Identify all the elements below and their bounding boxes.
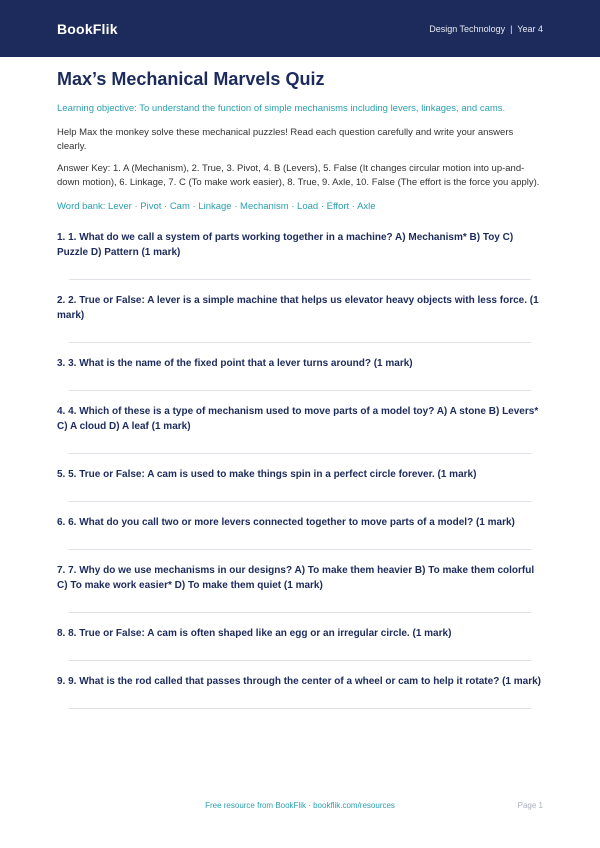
answer-line-4[interactable] bbox=[69, 453, 531, 454]
brand-logo: BookFlik bbox=[57, 20, 118, 37]
answer-key: Answer Key: 1. A (Mechanism), 2. True, 3. Pivot, 4. B (Levers), 5. False (It changes circular motion into up-and-down motion), 6. Linkage, 7. C (To make work easier), 8. True, 9. Axle, 10. False (The effort is the force you apply). bbox=[57, 163, 540, 188]
year-level: Year 4 bbox=[517, 23, 543, 34]
learning-objective: Learning objective: To understand the function of simple mechanisms including levers, linkages, and cams. bbox=[57, 103, 506, 114]
worksheet-body bbox=[57, 57, 543, 722]
answer-line-2[interactable] bbox=[69, 342, 531, 343]
page-number: Page 1 bbox=[517, 801, 543, 810]
question-4: 4. 4. Which of these is a type of mechanism used to move parts of a model toy? A) A stone B) Levers* C) A cloud D) A leaf (1 mark) bbox=[57, 406, 539, 432]
answer-line-1[interactable] bbox=[69, 279, 531, 280]
question-9: 9. 9. What is the rod called that passes through the center of a wheel or cam to help it rotate? (1 mark) bbox=[57, 676, 541, 687]
answer-line-9[interactable] bbox=[69, 708, 531, 709]
answer-line-5[interactable] bbox=[69, 501, 531, 502]
question-3: 3. 3. What is the name of the fixed point that a lever turns around? (1 mark) bbox=[57, 358, 413, 369]
question-1: 1. 1. What do we call a system of parts working together in a machine? A) Mechanism* B) Toy C) Puzzle D) Pattern (1 mark) bbox=[57, 232, 514, 258]
answer-line-7[interactable] bbox=[69, 612, 531, 613]
question-5: 5. 5. True or False: A cam is used to make things spin in a perfect circle forever. (1 mark) bbox=[57, 469, 477, 480]
page-title: Max’s Mechanical Marvels Quiz bbox=[57, 69, 325, 89]
subject-separator: | bbox=[510, 23, 513, 34]
answer-line-6[interactable] bbox=[69, 549, 531, 550]
question-8: 8. 8. True or False: A cam is often shaped like an egg or an irregular circle. (1 mark) bbox=[57, 628, 452, 639]
subject-name: Design Technology bbox=[429, 23, 506, 34]
page-header bbox=[0, 0, 600, 57]
question-7: 7. 7. Why do we use mechanisms in our designs? A) To make them heavier B) To make them colorful C) To make work easier* D) To make them quiet (1 mark) bbox=[57, 565, 535, 591]
footer-resource-link[interactable]: Free resource from BookFlik · bookflik.com/resources bbox=[205, 801, 395, 810]
word-bank: Word bank: Lever · Pivot · Cam · Linkage · Mechanism · Load · Effort · Axle bbox=[57, 201, 376, 212]
answer-line-3[interactable] bbox=[69, 390, 531, 391]
question-6: 6. 6. What do you call two or more levers connected together to move parts of a model? (1 mark) bbox=[57, 517, 515, 528]
subject-label bbox=[429, 24, 543, 34]
intro-text: Help Max the monkey solve these mechanical puzzles! Read each question carefully and write your answers clearly. bbox=[57, 127, 514, 152]
page-footer bbox=[0, 801, 600, 815]
question-2: 2. 2. True or False: A lever is a simple machine that helps us elevator heavy objects with less force. (1 mark) bbox=[57, 295, 539, 321]
question-list bbox=[57, 230, 543, 709]
answer-line-8[interactable] bbox=[69, 660, 531, 661]
